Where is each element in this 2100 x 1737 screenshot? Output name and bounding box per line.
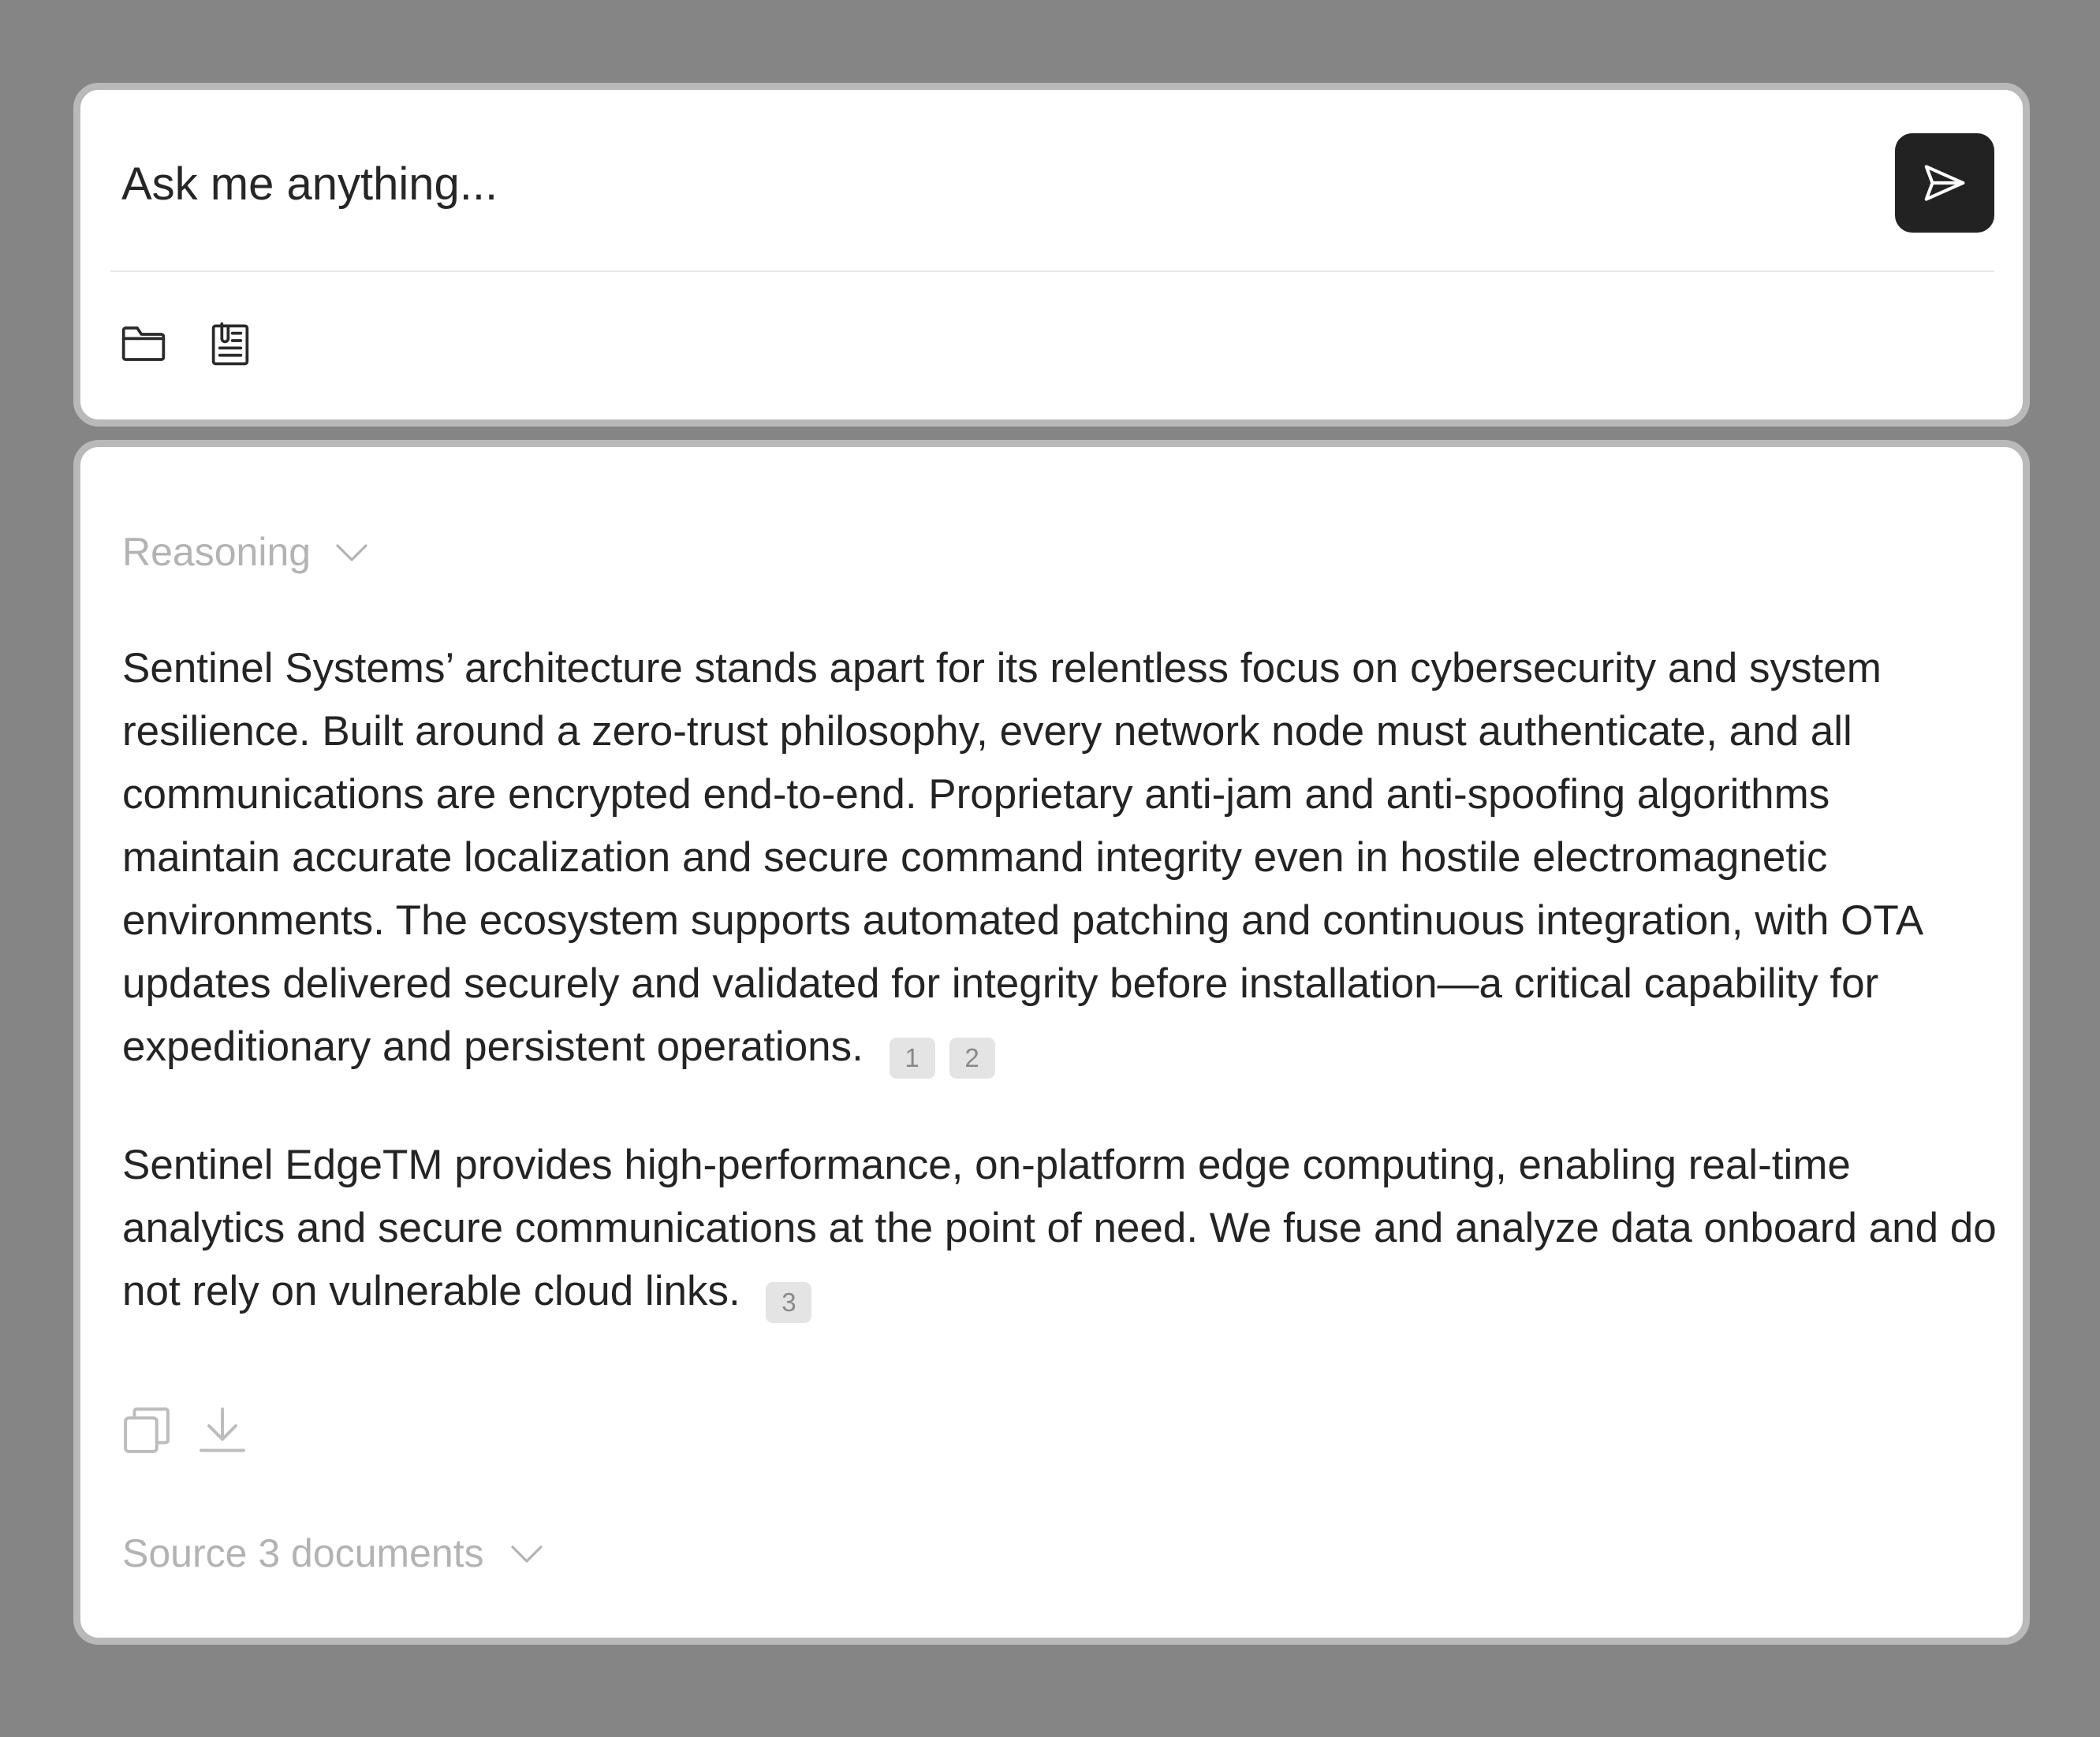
send-button[interactable] xyxy=(1895,133,1994,233)
citation-badge[interactable]: 3 xyxy=(766,1282,811,1323)
paragraph-text: Sentinel Systems’ architecture stands apart for its relentless focus on cybersecurity and system resilience. Built around a zero-trust philosophy, every network node must authenticate, and all communications are encrypted end-to-end. Proprietary anti-jam and anti-spoofing algorithms maintain accurate localization and secure command integrity even in hostile electromagnetic environments. The ecosystem supports automated patching and continuous integration, with OTA updates delivered securely and validated for integrity before installation—a critical capability for expeditionary and persistent operations. xyxy=(122,645,1922,1070)
sources-toggle[interactable] xyxy=(122,1526,546,1581)
chat-input[interactable]: Ask me anything... xyxy=(121,158,498,210)
input-divider xyxy=(110,270,1994,272)
attach-document-icon[interactable] xyxy=(205,319,256,369)
paragraph-text: Sentinel EdgeTM provides high-performance, on-platform edge computing, enabling real-time analytics and secure communications at the point of need. We fuse and analyze data onboard and do not rely on vulnerable cloud links. xyxy=(122,1142,1997,1314)
answer-paragraph xyxy=(122,1134,1999,1323)
reasoning-label: Reasoning xyxy=(122,530,311,574)
chevron-down-icon xyxy=(508,1534,546,1572)
send-icon xyxy=(1920,158,1969,207)
chat-input-card xyxy=(73,83,2030,427)
copy-icon[interactable] xyxy=(120,1403,173,1457)
citation-badge[interactable]: 1 xyxy=(890,1038,935,1079)
sources-label: Source 3 documents xyxy=(122,1531,484,1575)
answer-card xyxy=(73,440,2030,1645)
answer-paragraph xyxy=(122,637,1999,1079)
chevron-down-icon xyxy=(333,533,371,571)
citation-badge[interactable]: 2 xyxy=(949,1038,995,1079)
reasoning-toggle[interactable] xyxy=(122,524,371,580)
folder-icon[interactable] xyxy=(118,319,169,369)
download-icon[interactable] xyxy=(196,1403,249,1457)
